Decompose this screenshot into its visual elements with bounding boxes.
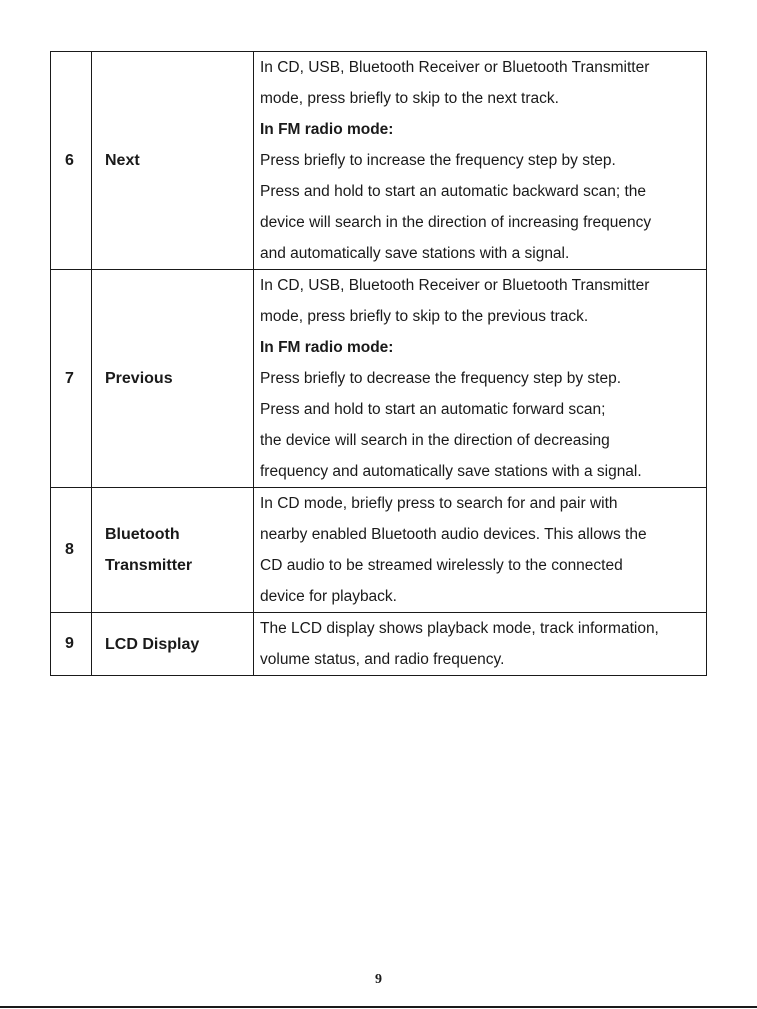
button-name: Next <box>105 152 140 169</box>
description-line: the device will search in the direction of decreasing <box>260 432 610 449</box>
bottom-rule <box>0 1006 757 1008</box>
button-function-table <box>50 51 707 676</box>
row-number: 8 <box>51 488 92 613</box>
description-line: volume status, and radio frequency. <box>260 651 505 668</box>
description-line: CD audio to be streamed wirelessly to the connected <box>260 557 623 574</box>
table-row <box>51 488 707 613</box>
button-name-cell <box>92 52 254 270</box>
table-row <box>51 270 707 488</box>
description-line: nearby enabled Bluetooth audio devices. This allows the <box>260 526 647 543</box>
table-body <box>51 52 707 676</box>
row-number: 9 <box>51 613 92 676</box>
button-name: Previous <box>105 370 173 387</box>
description-line: Press and hold to start an automatic backward scan; the <box>260 183 646 200</box>
description-line: Press briefly to increase the frequency step by step. <box>260 152 616 169</box>
button-name: Transmitter <box>105 557 193 574</box>
table-row <box>51 613 707 676</box>
description-line: and automatically save stations with a signal. <box>260 245 570 262</box>
mode-heading: In FM radio mode: <box>260 121 394 138</box>
button-name-cell <box>92 270 254 488</box>
row-number: 7 <box>51 270 92 488</box>
description-line: In CD, USB, Bluetooth Receiver or Bluetooth Transmitter <box>260 277 650 294</box>
mode-heading: In FM radio mode: <box>260 339 394 356</box>
description-line: In CD mode, briefly press to search for and pair with <box>260 495 618 512</box>
row-number: 6 <box>51 52 92 270</box>
description-line: Press briefly to decrease the frequency step by step. <box>260 370 621 387</box>
description-line: frequency and automatically save stations with a signal. <box>260 463 642 480</box>
button-name: Bluetooth <box>105 526 180 543</box>
description-line: The LCD display shows playback mode, track information, <box>260 620 659 637</box>
description-line: Press and hold to start an automatic forward scan; <box>260 401 606 418</box>
description-cell <box>254 270 707 488</box>
button-name: LCD Display <box>105 635 200 653</box>
description-cell <box>254 488 707 613</box>
description-line: device will search in the direction of increasing frequency <box>260 214 652 231</box>
description-line: mode, press briefly to skip to the previous track. <box>260 308 589 325</box>
description-cell <box>254 52 707 270</box>
button-name-cell <box>92 613 254 676</box>
button-name-cell <box>92 488 254 613</box>
table-row <box>51 52 707 270</box>
page-number: 9 <box>375 972 382 987</box>
description-line: mode, press briefly to skip to the next track. <box>260 90 559 107</box>
description-cell <box>254 613 707 676</box>
description-line: device for playback. <box>260 588 397 605</box>
description-line: In CD, USB, Bluetooth Receiver or Bluetooth Transmitter <box>260 59 650 76</box>
